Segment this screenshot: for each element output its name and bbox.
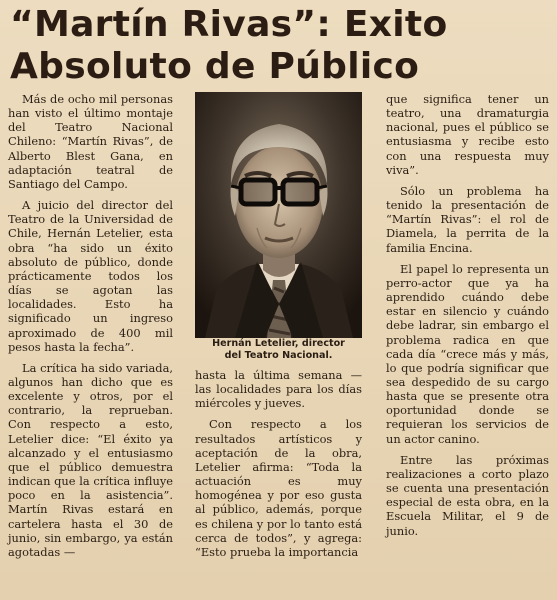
headline-line-1: “Martín Rivas”: Exito bbox=[10, 4, 448, 45]
paragraph: que significa tener un teatro, una dramaturgia nacional, pues el público se entusiasma y recibe esto con una respuesta muy viva”. bbox=[386, 92, 549, 177]
portrait-photo bbox=[195, 92, 362, 338]
paragraph: El papel lo representa un perro-actor que ya ha aprendido cuándo debe estar en silencio y cuándo debe ladrar, sin embargo el problema radica en que cada día “crece más y más, lo que podría significar que sea despedido de su cargo hasta que se presente otra oportunidad donde se requieran los servicios de un actor canino. bbox=[386, 261, 549, 446]
photo-caption bbox=[195, 338, 362, 362]
paragraph: Entre las próximas realizaciones a corto plazo se cuenta una presentación especial de esta obra, en la Escuela Militar, el 9 de junio. bbox=[386, 452, 549, 538]
paragraph: Con respecto a los resultados artísticos y aceptación de la obra, Letelier afirma: “Toda la actuación es muy homogénea y por eso gusta al público, además, porque es chilena y por lo tanto está cerca de todos”, y agrega: “Esto prueba la importancia bbox=[195, 417, 362, 559]
article-column-2 bbox=[195, 368, 362, 566]
article-column-3 bbox=[386, 92, 549, 545]
caption-line-1: Hernán Letelier, director bbox=[212, 338, 345, 349]
article-column-1 bbox=[8, 92, 173, 566]
portrait-image bbox=[195, 92, 362, 338]
article-headline bbox=[10, 4, 550, 88]
paragraph: Sólo un problema ha tenido la presentación de “Martín Rivas”: el rol de Diamela, la perrita de la familia Encina. bbox=[386, 183, 549, 255]
paragraph: hasta la última semana — las localidades para los días miércoles y jueves. bbox=[195, 368, 362, 411]
headline-line-2: Absoluto de Público bbox=[10, 46, 420, 87]
paragraph: A juicio del director del Teatro de la Universidad de Chile, Hernán Letelier, esta obra “ha sido un éxito absoluto de público, donde prácticamente todos los días se agotan las localidades. Esto ha significado un ingreso aproximado de 400 mil pesos hasta la fecha”. bbox=[8, 198, 173, 354]
paragraph: La crítica ha sido variada, algunos han dicho que es excelente y otros, por el contrario, la reprueban. Con respecto a esto, Letelier dice: “El éxito ya alcanzado y el entusiasmo que el público demuestra indican que la crítica influye poco en la asistencia”. Martín Rivas estará en cartelera hasta el 30 de junio, sin embargo, ya están agotadas — bbox=[8, 360, 173, 559]
paragraph: Más de ocho mil personas han visto el último montaje del Teatro Nacional Chileno: “Martín Rivas”, de Alberto Blest Gana, en adaptación teatral de Santiago del Campo. bbox=[8, 92, 173, 191]
caption-line-2: del Teatro Nacional. bbox=[224, 350, 333, 361]
